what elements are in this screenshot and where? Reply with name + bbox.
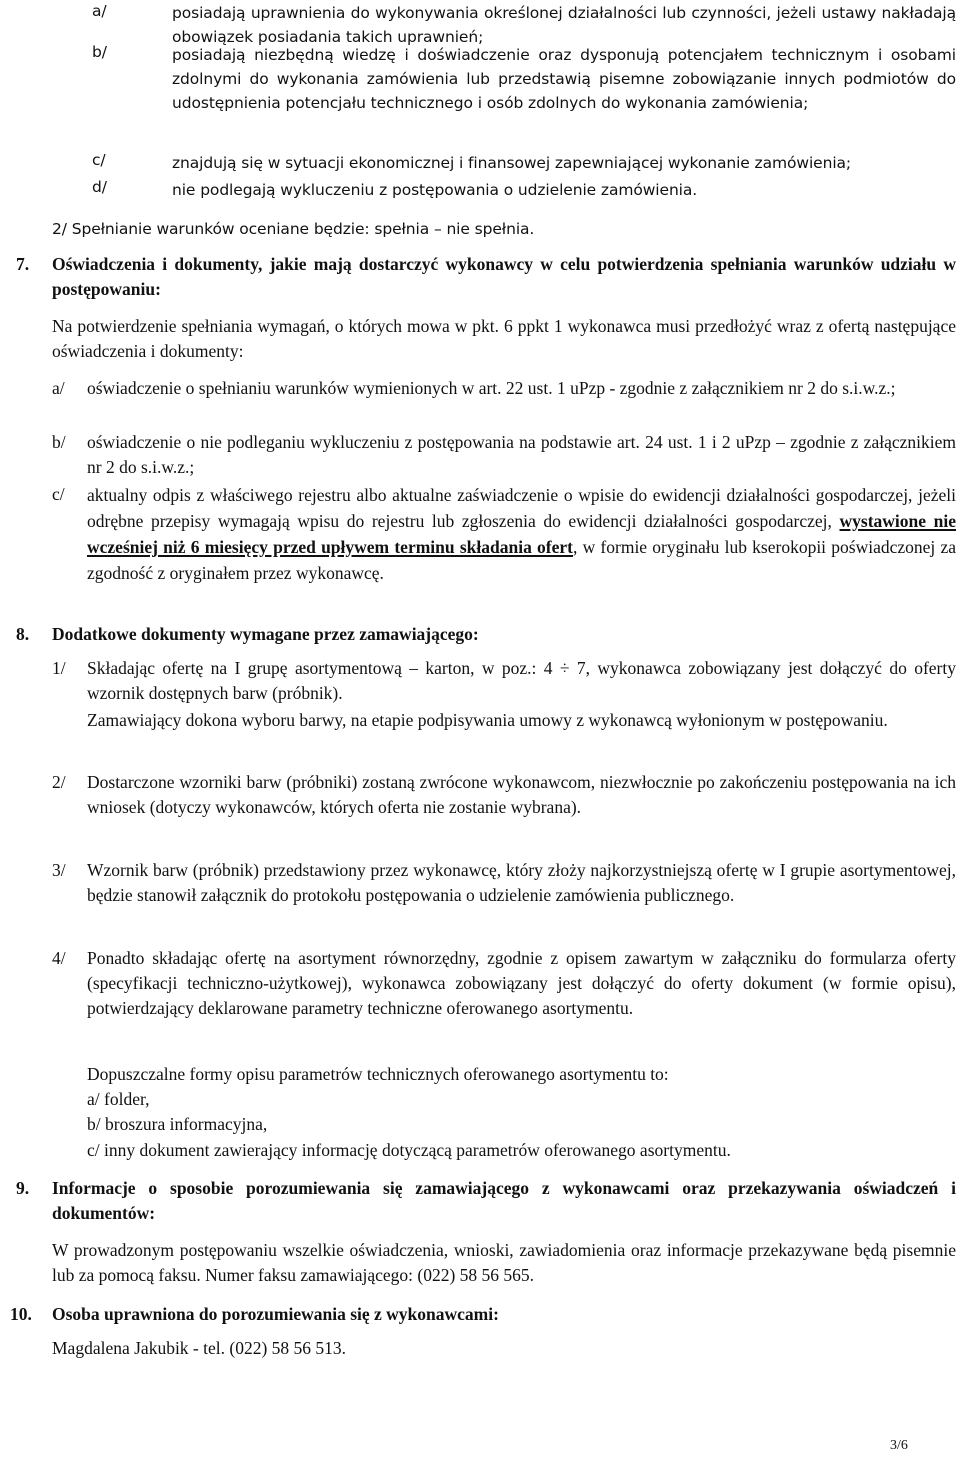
list-text: nie podlegają wykluczeniu z postępowania o udzielenie zamówienia.	[172, 181, 698, 199]
section-text: Magdalena Jakubik - tel. (022) 58 56 513.	[52, 1338, 347, 1358]
list-label: 4/	[52, 948, 66, 968]
section-number: 10.	[10, 1304, 32, 1324]
list-text: znajdują się w sytuacji ekonomicznej i finansowej zapewniającej wykonanie zamówienia;	[172, 154, 852, 172]
list-item: b/ broszura informacyjna,	[87, 1114, 268, 1134]
item-c-text: aktualny odpis z właściwego rejestru albo aktualne zaświadczenie o wpisie do ewidencji działalności gospodarczej, jeżeli odrębne przepisy wymagają wpisu do rejestru lub zgłoszenia do ewidencji działalności gospodarczej,	[87, 485, 956, 531]
list-label: a/	[92, 2, 107, 20]
list-label: 1/	[52, 658, 66, 678]
item-c-emphasis: wystawione nie wcześniej niż 6 miesięcy przed upływem terminu składania ofert	[87, 511, 956, 557]
list-text: oświadczenie o spełnianiu warunków wymienionych w art. 22 ust. 1 uPzp - zgodnie z załącznikiem nr 2 do s.i.w.z.;	[87, 378, 896, 398]
list-label: b/	[92, 43, 107, 61]
list-text: Dostarczone wzorniki barw (próbniki) zostaną zwrócone wykonawcom, niezwłocznie po zakończeniu postępowania na ich wniosek (dotyczy wykonawców, których oferta nie zostanie wybrana).	[87, 772, 956, 817]
list-label: d/	[92, 178, 107, 196]
list-text	[87, 482, 956, 586]
list-text: Składając ofertę na I grupę asortymentową – karton, w poz.: 4 ÷ 7, wykonawca zobowiązany jest dołączyć do oferty wzornik dostępnych barw (próbnik).	[87, 658, 956, 703]
list-label: b/	[52, 432, 66, 452]
list-text: Ponadto składając ofertę na asortyment równorzędny, zgodnie z opisem zawartym w załączniku do formularza oferty (specyfikacji techniczno-użytkowej), wykonawca zobowiązany jest dołączyć do oferty dokument (w formie opisu), potwierdzający deklarowane parametry techniczne oferowanego asortymentu.	[87, 948, 956, 1018]
section-number: 8.	[16, 624, 30, 644]
list-label: c/	[52, 484, 65, 504]
section-heading: Informacje o sposobie porozumiewania się zamawiającego z wykonawcami oraz przekazywania oświadczeń i dokumentów:	[52, 1178, 956, 1223]
section-heading: Dodatkowe dokumenty wymagane przez zamawiającego:	[52, 624, 479, 644]
list-text: posiadają niezbędną wiedzę i doświadczenie oraz dysponują potencjałem technicznym i osobami zdolnymi do wykonania zamówienia lub przedstawią pisemne zobowiązanie innych podmiotów do udostępnienia potencjału technicznego i osób zdolnych do wykonania zamówienia;	[172, 46, 956, 112]
list-item: a/ folder,	[87, 1089, 150, 1109]
list-text: Zamawiający dokona wyboru barwy, na etapie podpisywania umowy z wykonawcą wyłonionym w postępowaniu.	[87, 710, 888, 730]
list-label: c/	[92, 151, 106, 169]
section-intro: Na potwierdzenie spełniania wymagań, o których mowa w pkt. 6 ppkt 1 wykonawca musi przedłożyć wraz z ofertą następujące oświadczenia i dokumenty:	[52, 316, 956, 361]
list-label: 3/	[52, 860, 66, 880]
section-number: 7.	[16, 254, 30, 274]
list-item: c/ inny dokument zawierający informację dotyczącą parametrów oferowanego asortymentu.	[87, 1140, 731, 1160]
forms-intro: Dopuszczalne formy opisu parametrów technicznych oferowanego asortymentu to:	[87, 1064, 669, 1084]
item-c-text-end: , w formie oryginału lub kserokopii poświadczonej za zgodność z oryginałem przez wykonawcę.	[87, 537, 957, 583]
section-heading: Osoba uprawniona do porozumiewania się z wykonawcami:	[52, 1304, 499, 1324]
list-text: Wzornik barw (próbnik) przedstawiony przez wykonawcę, który złoży najkorzystniejszą ofertę w I grupie asortymentowej, będzie stanowił załącznik do protokołu postępowania o udzielenie zamówienia publicznego.	[87, 860, 956, 905]
list-label: a/	[52, 378, 65, 398]
list-label: 2/	[52, 772, 66, 792]
section-heading: Oświadczenia i dokumenty, jakie mają dostarczyć wykonawcy w celu potwierdzenia spełniania warunków udziału w postępowaniu:	[52, 254, 956, 299]
section-text: W prowadzonym postępowaniu wszelkie oświadczenia, wnioski, zawiadomienia oraz informacje przekazywane będą pisemnie lub za pomocą faksu. Numer faksu zamawiającego: (022) 58 56 565.	[52, 1240, 956, 1285]
section-number: 9.	[16, 1178, 30, 1198]
assessment-note: 2/ Spełnianie warunków oceniane będzie: spełnia – nie spełnia.	[52, 220, 535, 238]
page-number: 3/6	[890, 1438, 908, 1453]
list-text: posiadają uprawnienia do wykonywania określonej działalności lub czynności, jeżeli ustawy nakładają obowiązek posiadania takich uprawnień;	[172, 4, 956, 46]
list-text: oświadczenie o nie podleganiu wykluczeniu z postępowania na podstawie art. 24 ust. 1 i 2 uPzp – zgodnie z załącznikiem nr 2 do s.i.w.z.;	[87, 432, 956, 477]
